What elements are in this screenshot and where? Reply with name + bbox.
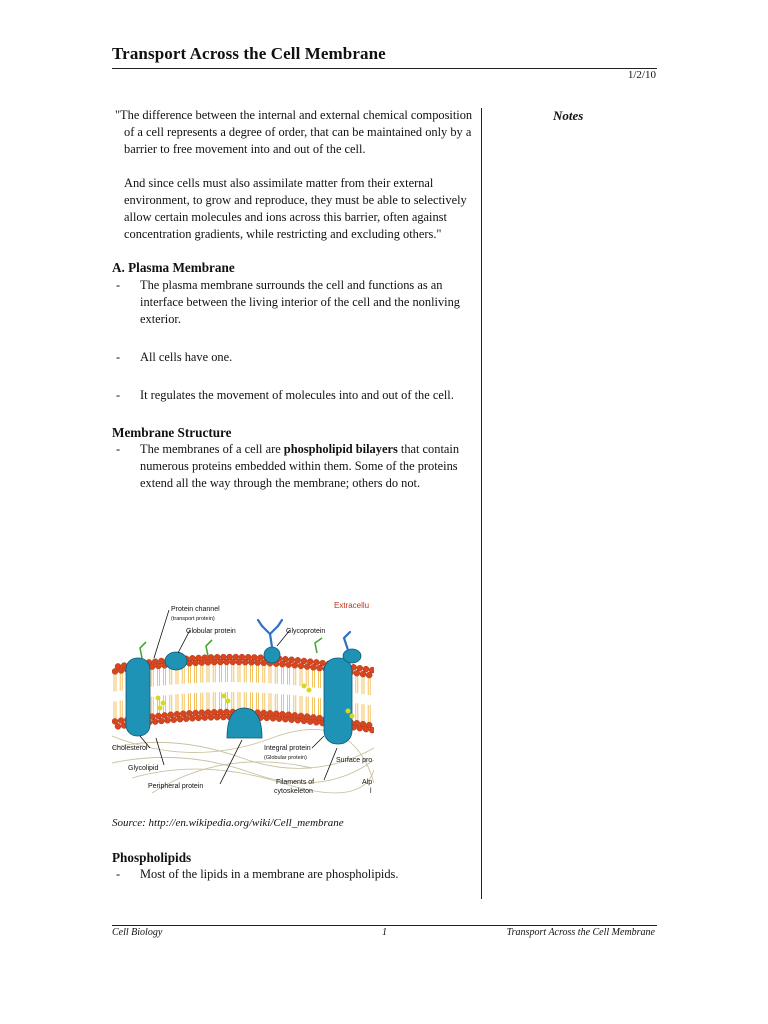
lipid-head <box>152 719 158 725</box>
figure-source: Source: http://en.wikipedia.org/wiki/Cell_membrane <box>112 817 344 829</box>
label-protein-channel: Protein channel <box>171 606 220 613</box>
lipid-head <box>239 654 245 660</box>
label-transport-protein: (transport protein) <box>171 616 215 622</box>
bullet-text-prefix: The membranes of a cell are <box>140 441 284 456</box>
lipid-head <box>369 667 374 673</box>
lipid-head <box>282 656 288 662</box>
intro-paragraph-2: And since cells must also assimilate matter from their external environment, to grow and reproduce, they must be able to selectively allow certain molecules and ions across this barrier, often against concentration gradients, while restricting and excluding others." <box>124 175 467 242</box>
lipid-head <box>214 714 220 720</box>
bullet-dash: - <box>116 388 121 403</box>
lipid-head <box>183 716 189 722</box>
lipid-head <box>115 723 121 729</box>
bullet-text: The plasma membrane surrounds the cell and functions as an interface between the living interior of the cell and the nonliving exterior. <box>140 277 460 327</box>
notes-heading: Notes <box>553 108 584 123</box>
page-title: Transport Across the Cell Membrane <box>112 44 386 63</box>
column-divider <box>481 108 482 899</box>
bullet-dash: - <box>116 277 121 292</box>
lipid-head <box>369 727 374 733</box>
label-integral-protein-sub: (Globular protein) <box>264 755 307 761</box>
lipid-tail <box>244 665 246 709</box>
lipid-tail <box>294 668 296 712</box>
lipid-tail <box>164 668 166 712</box>
footer-right: Transport Across the Cell Membrane <box>506 927 655 938</box>
label-cholesterol: Cholesterol <box>112 745 148 752</box>
lipid-tail <box>250 665 252 709</box>
lipid-tail <box>188 666 190 710</box>
lipid-head <box>251 654 257 660</box>
lipid-tail <box>257 666 259 710</box>
intro-paragraph-1: "The difference between the internal and external chemical composition of a cell represents a degree of order, that can be maintained only by a barrier to free movement into and out of the cell. <box>115 108 473 157</box>
lipid-tail <box>356 676 358 720</box>
glycoprotein-chains <box>258 620 350 650</box>
lipid-head <box>301 658 307 664</box>
lipid-tail <box>120 674 122 718</box>
bullet-text: It regulates the movement of molecules into and out of the cell. <box>140 388 454 403</box>
label-peripheral-protein: Peripheral protein <box>148 783 204 790</box>
lipid-tail <box>300 669 302 713</box>
lipid-head <box>202 715 208 721</box>
lipid-head <box>171 717 177 723</box>
lipid-tail <box>182 667 184 711</box>
section-a-heading: A. Plasma Membrane <box>112 260 235 276</box>
lipid-head <box>158 718 164 724</box>
bullet-dash: - <box>116 441 121 456</box>
phospholipids-heading: Phospholipids <box>112 850 192 865</box>
lipid-tail <box>312 670 314 714</box>
label-alpha-2: l <box>370 788 372 795</box>
label-integral-protein: Integral protein <box>264 745 311 752</box>
lipid-tail <box>362 677 364 721</box>
bullet-text-suffix: that contain numerous proteins embedded within them. Some of the proteins extend all the way through the membrane; others do not. <box>140 441 460 491</box>
lipid-head <box>196 715 202 721</box>
page-number: 1 <box>382 927 387 938</box>
list-item <box>112 277 477 329</box>
lipid-head <box>295 657 301 663</box>
bullet-text: Most of the lipids in a membrane are phospholipids. <box>140 867 399 882</box>
label-globular-protein: Globular protein <box>186 628 236 635</box>
membrane-structure-heading: Membrane Structure <box>112 424 232 440</box>
lipid-head <box>363 666 369 672</box>
label-glycolipid: Glycolipid <box>128 765 159 772</box>
lipid-head <box>189 715 195 721</box>
lipid-tail <box>319 671 321 715</box>
label-alpha: Alp <box>362 779 373 786</box>
lipid-tail <box>238 665 240 709</box>
list-item <box>112 866 477 883</box>
lipid-tail <box>114 674 116 718</box>
lipid-head <box>245 654 251 660</box>
bullet-text: All cells have one. <box>140 350 233 365</box>
lipid-head <box>320 660 326 666</box>
list-item <box>112 349 477 366</box>
lipid-tail <box>176 667 178 711</box>
lipid-head <box>258 655 264 661</box>
label-extracellular: Extracellu <box>334 601 370 610</box>
lipid-tail <box>232 665 234 709</box>
footer-left: Cell Biology <box>112 927 163 938</box>
main-column <box>112 107 477 492</box>
cell-membrane-diagram <box>112 598 374 798</box>
membrane-illustration <box>112 598 374 798</box>
lipid-tail <box>207 665 209 709</box>
footer-rule <box>112 925 657 926</box>
lipid-tail <box>213 665 215 709</box>
bullet-dash: - <box>116 867 121 882</box>
header-rule <box>112 68 657 69</box>
label-filaments: Filaments of <box>276 779 315 786</box>
label-glycoprotein: Glycoprotein <box>286 628 326 635</box>
bullet-text <box>140 441 477 493</box>
lipid-tail <box>201 666 203 710</box>
lipid-head <box>208 714 214 720</box>
lipid-head <box>307 659 313 665</box>
lipid-tail <box>195 666 197 710</box>
lipid-tail <box>263 666 265 710</box>
lipid-head <box>357 665 363 671</box>
lipid-tail <box>151 670 153 714</box>
lipid-tail <box>288 668 290 712</box>
bullet-dash: - <box>116 350 121 365</box>
lipid-head <box>165 717 171 723</box>
lipid-tail <box>368 678 370 722</box>
lipid-tail <box>275 667 277 711</box>
page-date: 1/2/10 <box>627 69 656 81</box>
lipid-tail <box>269 666 271 710</box>
lipid-head <box>313 659 319 665</box>
bold-term: phospholipid bilayers <box>283 441 398 456</box>
lipid-tail <box>281 667 283 711</box>
lipid-head <box>289 657 295 663</box>
phospholipids-section <box>112 849 477 883</box>
label-surface-protein: Surface pro <box>336 757 373 764</box>
list-item <box>112 387 477 404</box>
label-cytoskeleton: cytoskeleton <box>274 788 313 795</box>
lipid-tail <box>219 665 221 709</box>
lipid-head <box>177 716 183 722</box>
list-item <box>112 441 477 493</box>
lipid-tail <box>170 668 172 712</box>
